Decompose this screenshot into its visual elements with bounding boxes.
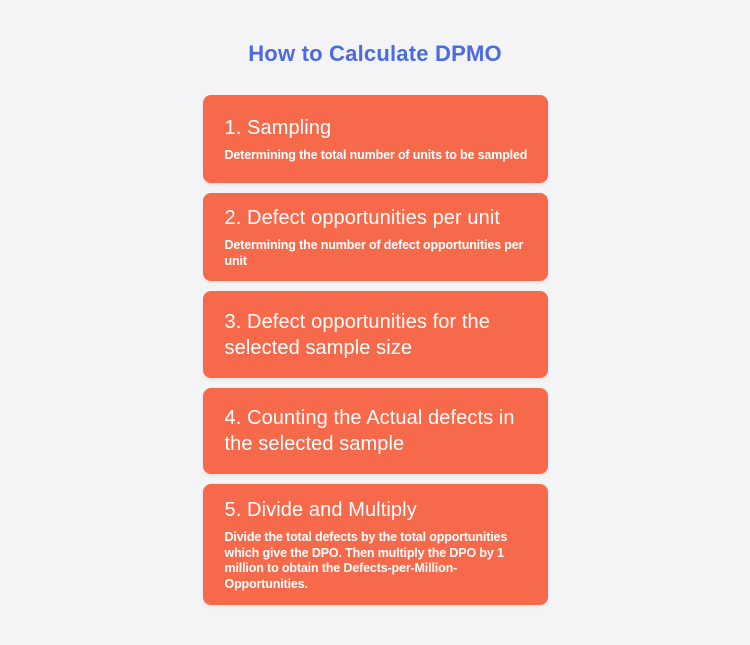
step-heading: 3. Defect opportunities for the selected sample size (224, 310, 490, 359)
step-heading: 2. Defect opportunities per unit (224, 207, 501, 229)
step-description: Divide the total defects by the total opportunities which give the DPO. Then multiply the DPO by 1 million to obtain the Defects-per-Million-Opportunities. (224, 530, 508, 591)
page-title: How to Calculate DPMO (248, 41, 502, 66)
steps-list (203, 95, 548, 605)
step-card-4 (203, 388, 548, 474)
step-card-3 (203, 291, 548, 378)
step-heading: 4. Counting the Actual defects in the selected sample (224, 407, 515, 455)
step-card-2 (203, 193, 548, 281)
step-heading: 5. Divide and Multiply (224, 499, 417, 521)
step-card-1 (203, 95, 548, 183)
step-card-5 (203, 484, 548, 605)
step-description: Determining the number of defect opportunities per unit (224, 238, 524, 268)
step-description: Determining the total number of units to be sampled (224, 147, 528, 162)
step-heading: 1. Sampling (224, 116, 332, 139)
